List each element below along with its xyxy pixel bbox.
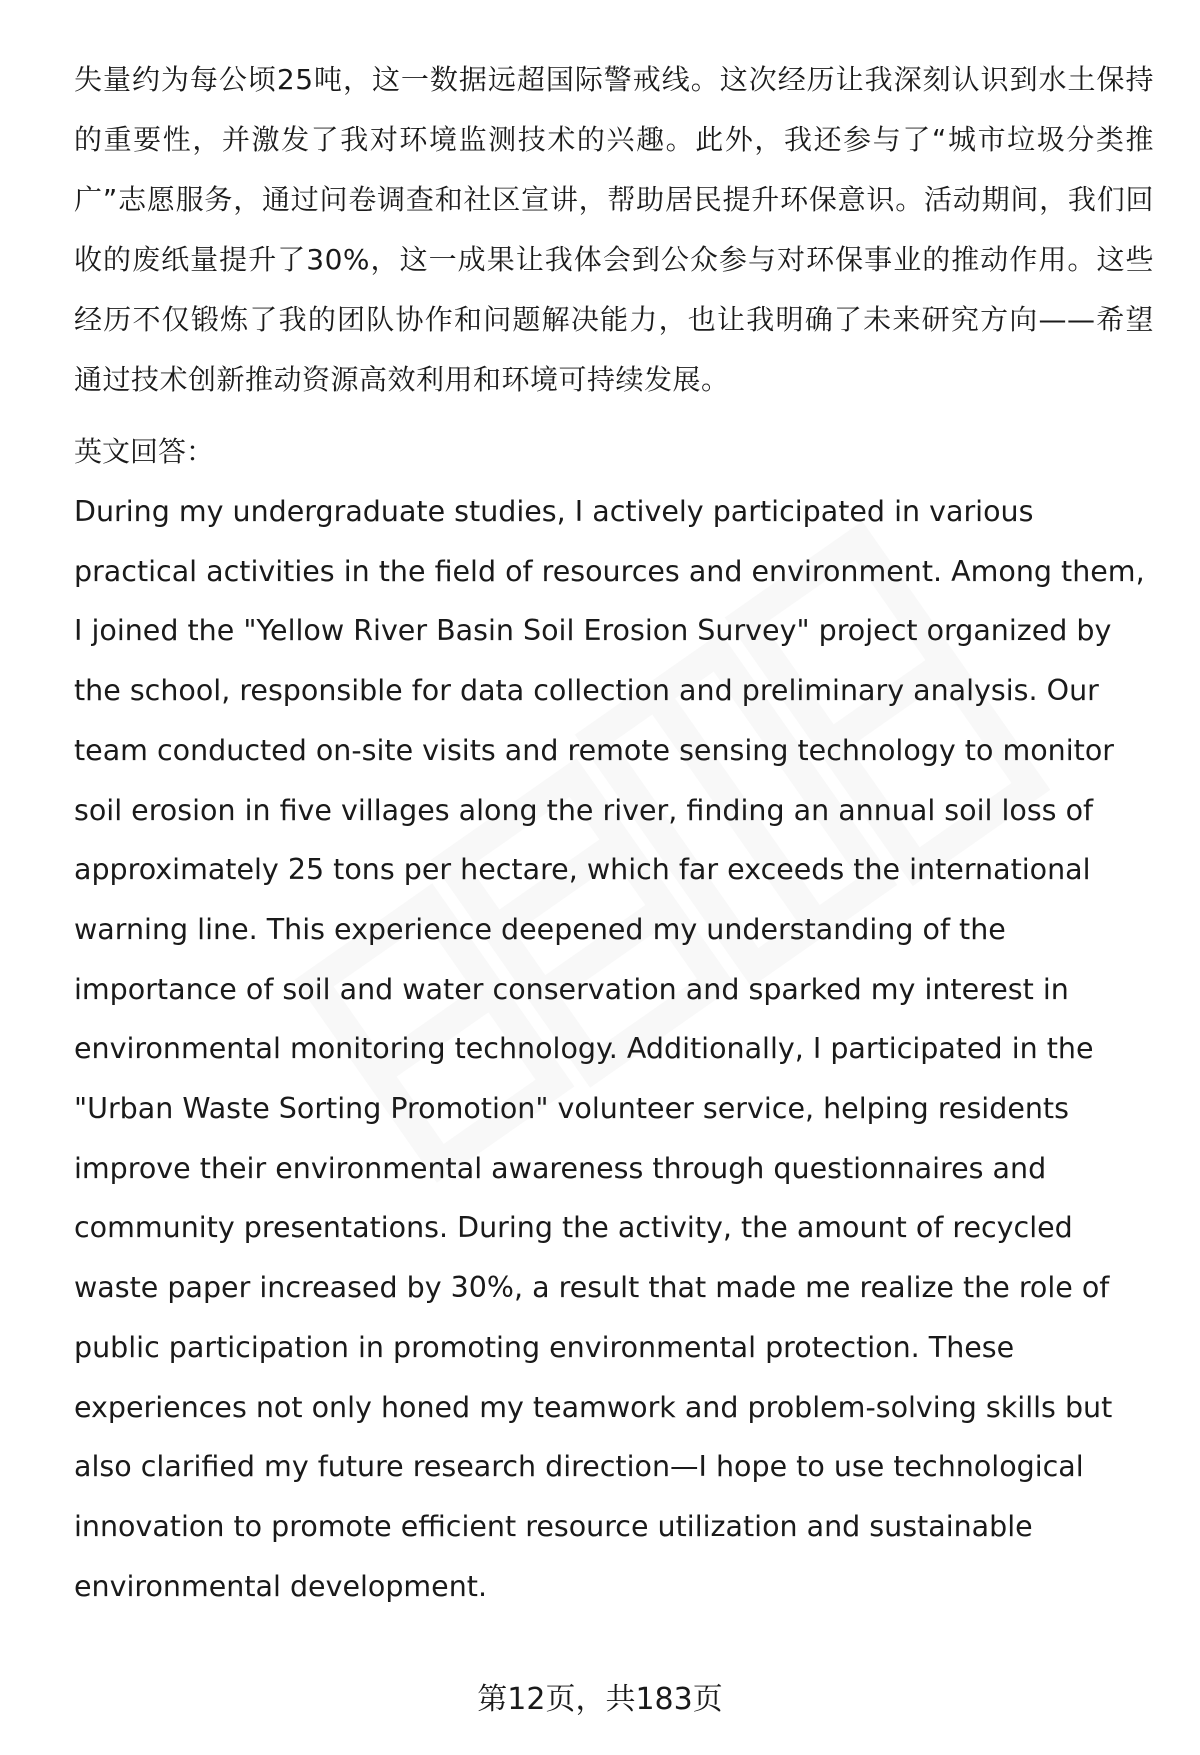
chinese-answer-paragraph: 失量约为每公顷25吨，这一数据远超国际警戒线。这次经历让我深刻认识到水土保持的重要性，并激发了我对环境监测技术的兴趣。此外，我还参与了“城市垃圾分类推广”志愿服务，通过问卷调查和社区宣讲，帮助居民提升环保意识。活动期间，我们回收的废纸量提升了30%，这一成果让我体会到公众参与对环保事业的推动作用。这些经历不仅锻炼了我的团队协作和问题解决能力，也让我明确了未来研究方向——希望通过技术创新推动资源高效利用和环境可持续发展。 — [74, 63, 1154, 396]
english-answer-paragraph: During my undergraduate studies, I actively participated in various practical activities in the field of resources and environment. Among them, I joined the "Yellow River Basin Soil Erosion Survey" project organized by the school, responsible for data collection and preliminary analysis. Our team conducted on-site visits and remote sensing technology to monitor soil erosion in five villages along the river, finding an annual soil loss of approximately 25 tons per hectare, which far exceeds the international warning line. This experience deepened my understanding of the importance of soil and water conservation and sparked my interest in environmental monitoring technology. Additionally, I participated in the "Urban Waste Sorting Promotion" volunteer service, helping residents improve their environmental awareness through questionnaires and community presentations. During the activity, the amount of recycled waste paper increased by 30%, a result that made me realize the role of public participation in promoting environmental protection. These experiences not only honed my teamwork and problem-solving skills but also clarified my future research direction—I hope to use technological innovation to promote efficient resource utilization and sustainable environmental development. — [74, 495, 1145, 1603]
page-content — [74, 50, 1154, 1616]
english-answer-label: 英文回答： — [74, 435, 215, 468]
page-number-footer: 第12页，共183页 — [477, 1682, 723, 1717]
